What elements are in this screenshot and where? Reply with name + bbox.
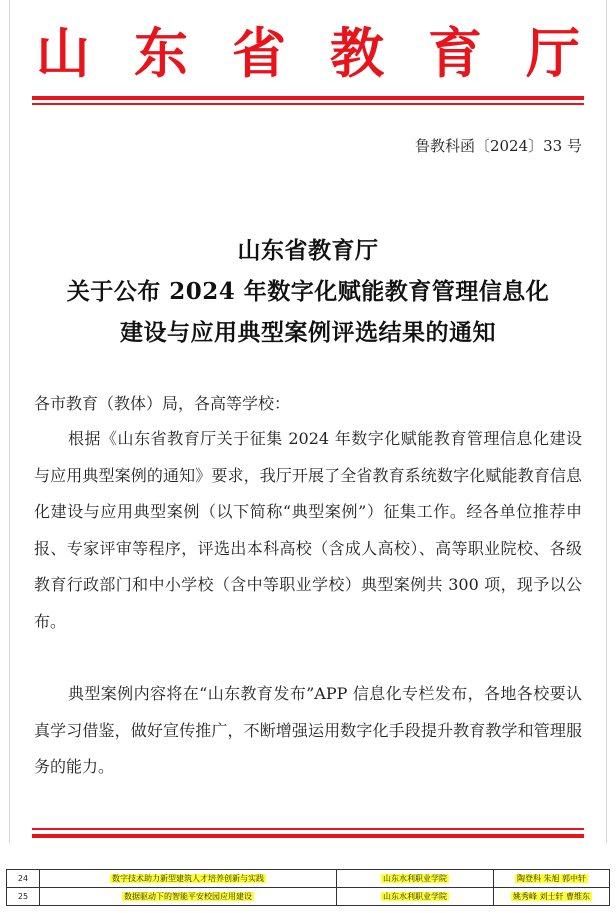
attachment-table <box>6 869 610 906</box>
footer-rule-thick <box>32 834 584 838</box>
body-paragraph: 根据《山东省教育厅关于征集 2024 年数字化赋能教育管理信息化建设与应用典型案例的通知》要求，我厅开展了全省教育系统数字化赋能教育信息化建设与应用典型案例（以下简称“典型案例”）征集工作。经各单位推荐申报、专家评审等程序，评选出本科高校（含成人高校）、高等职业院校、各级教育行政部门和中小学校（含中等职业学校）典型案例共 300 项，现予以公布。 <box>34 429 582 631</box>
case-unit: 山东水利职业学院 <box>383 874 447 883</box>
letterhead-char: 省 <box>232 21 286 85</box>
letterhead-char: 东 <box>134 21 188 85</box>
letterhead-char: 山 <box>36 21 90 85</box>
footer-rule-thin <box>32 828 584 830</box>
case-title: 数据驱动下的智能平安校园应用建设 <box>124 892 252 901</box>
row-number: 24 <box>7 870 40 888</box>
table-row <box>7 888 610 906</box>
case-unit: 山东水利职业学院 <box>383 892 447 901</box>
case-title: 数字技术助力新型建筑人才培养创新与实践 <box>112 874 264 883</box>
body-paragraph: 典型案例内容将在“山东教育发布”APP 信息化专栏发布，各地各校要认真学习借鉴，做好宣传推广，不断增强运用数字化手段提升教育教学和管理服务的能力。 <box>34 684 582 777</box>
letterhead-char: 育 <box>428 21 482 85</box>
letterhead-char: 厅 <box>526 21 580 85</box>
page-left-border <box>9 0 10 843</box>
table-row <box>7 870 610 888</box>
letterhead-rule-thin <box>32 103 584 105</box>
document-number: 鲁教科函〔2024〕33 号 <box>414 137 582 155</box>
letterhead-rule-thick <box>32 96 584 100</box>
title-line: 建设与应用典型案例评选结果的通知 <box>120 319 496 346</box>
case-authors: 姚秀峰 刘士轩 曹维东 <box>512 892 591 901</box>
letterhead-char: 教 <box>330 21 384 85</box>
letterhead <box>36 18 580 88</box>
title-line: 关于公布 2024 年数字化赋能教育管理信息化 <box>66 278 550 305</box>
case-authors: 陶登科 朱旭 郭中轩 <box>516 874 587 883</box>
addressee: 各市教育（教体）局，各高等学校： <box>34 394 291 413</box>
title-line: 山东省教育厅 <box>237 237 379 264</box>
row-number: 25 <box>7 888 40 906</box>
page-right-border <box>606 0 607 843</box>
page-gap <box>0 843 616 869</box>
